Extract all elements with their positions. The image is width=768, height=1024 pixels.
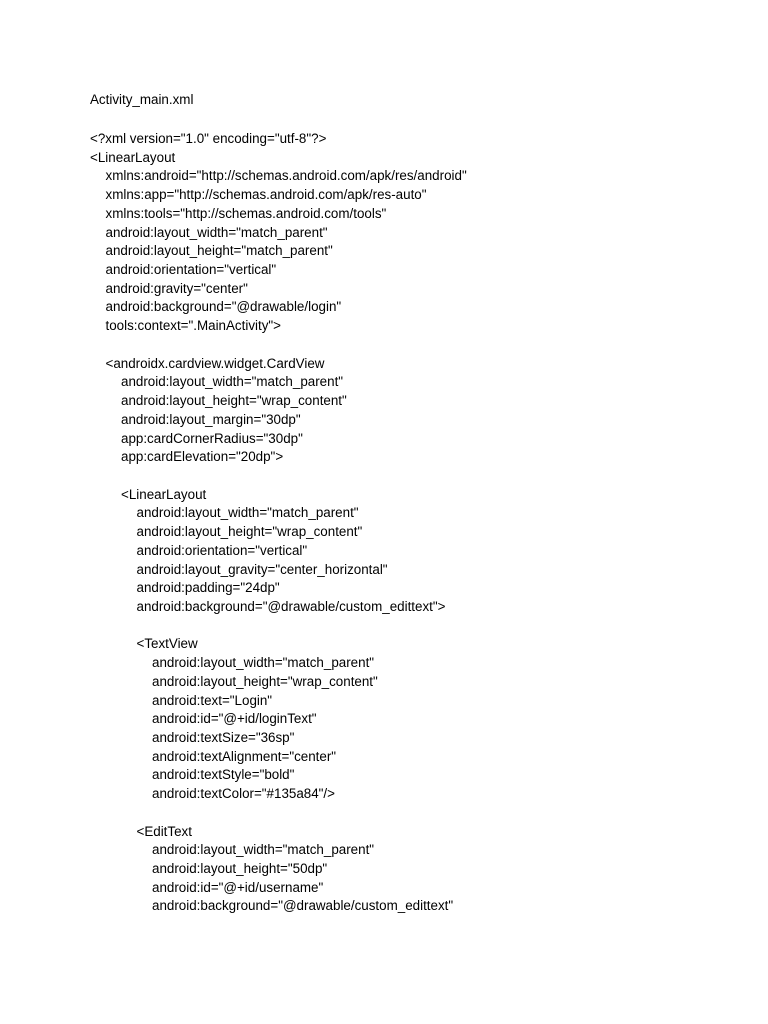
code-line: android:layout_height="50dp": [152, 861, 328, 877]
code-line: android:layout_width="match_parent": [152, 655, 375, 671]
code-line: android:background="@drawable/custom_edittext": [152, 898, 454, 914]
xml-code-block: [90, 130, 750, 916]
code-line: android:textColor="#135a84"/>: [152, 786, 335, 802]
blank-line: [90, 804, 750, 823]
blank-line: [90, 467, 750, 486]
code-line: tools:context=".MainActivity">: [105, 318, 281, 334]
code-line: android:layout_height="wrap_content": [121, 393, 347, 409]
code-line: android:layout_height="wrap_content": [136, 524, 363, 540]
code-line: <LinearLayout: [121, 486, 207, 502]
code-line: <?xml version="1.0" encoding="utf-8"?>: [90, 131, 327, 146]
code-line: app:cardCornerRadius="30dp": [121, 430, 303, 446]
code-line: android:layout_gravity="center_horizontal": [136, 561, 388, 577]
code-line: android:id="@+id/loginText": [152, 711, 317, 727]
code-line: android:layout_height="wrap_content": [152, 673, 378, 689]
code-line: android:layout_width="match_parent": [152, 842, 375, 858]
code-line: android:orientation="vertical": [136, 542, 308, 558]
blank-line: [90, 617, 750, 636]
code-line: xmlns:app="http://schemas.android.com/apk/res-auto": [105, 187, 427, 203]
code-line: android:layout_width="match_parent": [136, 505, 359, 521]
code-line: <LinearLayout: [90, 149, 176, 165]
code-line: android:layout_margin="30dp": [121, 411, 301, 427]
blank-line: [90, 336, 750, 355]
code-line: android:orientation="vertical": [105, 262, 277, 278]
code-line: app:cardElevation="20dp">: [121, 449, 284, 465]
code-line: xmlns:android="http://schemas.android.com/apk/res/android": [105, 168, 467, 184]
code-line: android:id="@+id/username": [152, 879, 324, 895]
code-line: xmlns:tools="http://schemas.android.com/tools": [105, 205, 387, 221]
code-line: android:text="Login": [152, 692, 273, 708]
code-line: android:textStyle="bold": [152, 767, 295, 783]
code-line: android:gravity="center": [105, 280, 248, 296]
code-line: android:padding="24dp": [136, 580, 280, 596]
code-line: android:background="@drawable/custom_edittext">: [136, 598, 446, 614]
code-line: android:layout_width="match_parent": [121, 374, 344, 390]
code-line: <androidx.cardview.widget.CardView: [105, 355, 325, 371]
code-line: android:textAlignment="center": [152, 748, 337, 764]
code-line: android:layout_width="match_parent": [105, 224, 328, 240]
document-title: Activity_main.xml: [90, 92, 194, 107]
code-line: <TextView: [136, 636, 198, 652]
code-line: android:textSize="36sp": [152, 730, 295, 745]
code-line: <EditText: [136, 823, 192, 839]
code-line: android:layout_height="match_parent": [105, 243, 333, 259]
code-line: android:background="@drawable/login": [105, 299, 342, 315]
